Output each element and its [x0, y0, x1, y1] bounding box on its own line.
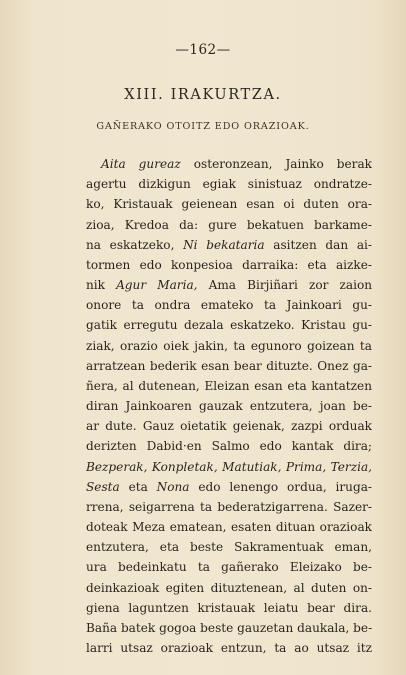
text-line: [86, 477, 372, 497]
text-segment: osteronzean, Jainko berak: [180, 157, 372, 171]
text-line: [86, 416, 372, 436]
text-segment: asitzen dan ai-: [264, 237, 372, 252]
text-segment: derizten Dabid·en Salmo edo kantak dira;: [86, 439, 372, 454]
text-segment: ar dute. Gauz oietatik geienak, zazpi orduak: [86, 419, 372, 434]
text-segment: agertu dizkigun egiak sinistuaz ondratze-: [86, 177, 372, 192]
text-line: [86, 638, 372, 658]
text-line: [86, 396, 372, 416]
text-segment: eta: [119, 479, 157, 494]
text-segment: diran Jainkoaren gauzak entzutera, joan be-: [86, 399, 372, 414]
text-line: [86, 295, 372, 315]
text-segment: ziak, orazio oiek jakin, ta egunoro goizean ta: [86, 338, 372, 353]
italic-segment: Agur Maria,: [116, 278, 198, 293]
page-number: —162—: [175, 42, 231, 58]
text-segment: zioa, Kredoa da: gure bekatuen barkame-: [86, 217, 372, 232]
text-line: [86, 154, 372, 174]
text-segment: ko, Kristauak geienean esan oi duten ora-: [86, 197, 372, 212]
text-line: [86, 255, 372, 275]
text-line: [86, 275, 372, 295]
italic-segment: Ni bekataria: [183, 237, 265, 252]
text-segment: ura bedeinkatu ta gañerako Eleizako be-: [86, 560, 372, 575]
text-line: [86, 497, 372, 517]
text-line: [86, 235, 372, 255]
text-segment: na eskatzeko,: [86, 237, 184, 252]
text-segment: onore ta ondra emateko ta Jainkoari gu-: [86, 298, 372, 313]
text-line: [86, 578, 372, 598]
text-segment: deinkazioak egiten dituztenean, al duten on-: [86, 580, 372, 595]
text-line: [86, 315, 372, 335]
text-segment: gatik erregutu dezala eskatzeko. Kristau gu-: [86, 318, 372, 333]
text-line: [86, 457, 372, 477]
italic-segment: Nona: [156, 479, 190, 494]
body-text: [86, 154, 372, 658]
text-segment: edo lenengo ordua, iruga-: [189, 479, 372, 494]
chapter-subtitle: GAÑERAKO OTOITZ EDO ORAZIOAK.: [96, 121, 310, 132]
text-line: [86, 517, 372, 537]
text-line: [86, 436, 372, 456]
text-line: [86, 618, 372, 638]
chapter-title: XIII. IRAKURTZA.: [124, 87, 282, 103]
italic-segment: Bezperak, Konpletak, Matutiak, Prima, Terzia,: [86, 459, 372, 474]
italic-segment: Aita gureaz: [101, 157, 181, 171]
text-segment: larri utsaz orazioak entzun, ta ao utsaz itz: [86, 641, 372, 656]
text-line: [86, 174, 372, 194]
text-line: [86, 194, 372, 214]
text-segment: Baña batek gogoa beste gauzetan daukala, be-: [86, 620, 372, 635]
text-line: [86, 336, 372, 356]
text-segment: tormen edo konpesioa darraika: eta aizke-: [86, 257, 372, 272]
text-segment: nik: [86, 278, 117, 293]
text-line: [86, 598, 372, 618]
text-segment: Ama Birjiñari zor zaion: [197, 278, 372, 293]
text-line: [86, 376, 372, 396]
text-segment: rrena, seigarrena ta bederatzigarrena. Sazer-: [86, 499, 372, 514]
text-line: [86, 557, 372, 577]
text-segment: doteak Meza ematean, esaten dituan orazioak: [86, 520, 372, 535]
text-segment: arratzean bederik esan bear dituzte. Onez ga-: [86, 358, 372, 373]
text-line: [86, 537, 372, 557]
italic-segment: Sesta: [86, 479, 120, 494]
text-segment: giena laguntzen kristauak leiatu bear dira.: [86, 600, 372, 615]
text-segment: entzutera, eta beste Sakramentuak eman,: [86, 540, 372, 555]
text-line: [86, 356, 372, 376]
text-line: [86, 215, 372, 235]
text-segment: ñera, al dutenean, Eleizan esan eta kantatzen: [86, 378, 372, 393]
